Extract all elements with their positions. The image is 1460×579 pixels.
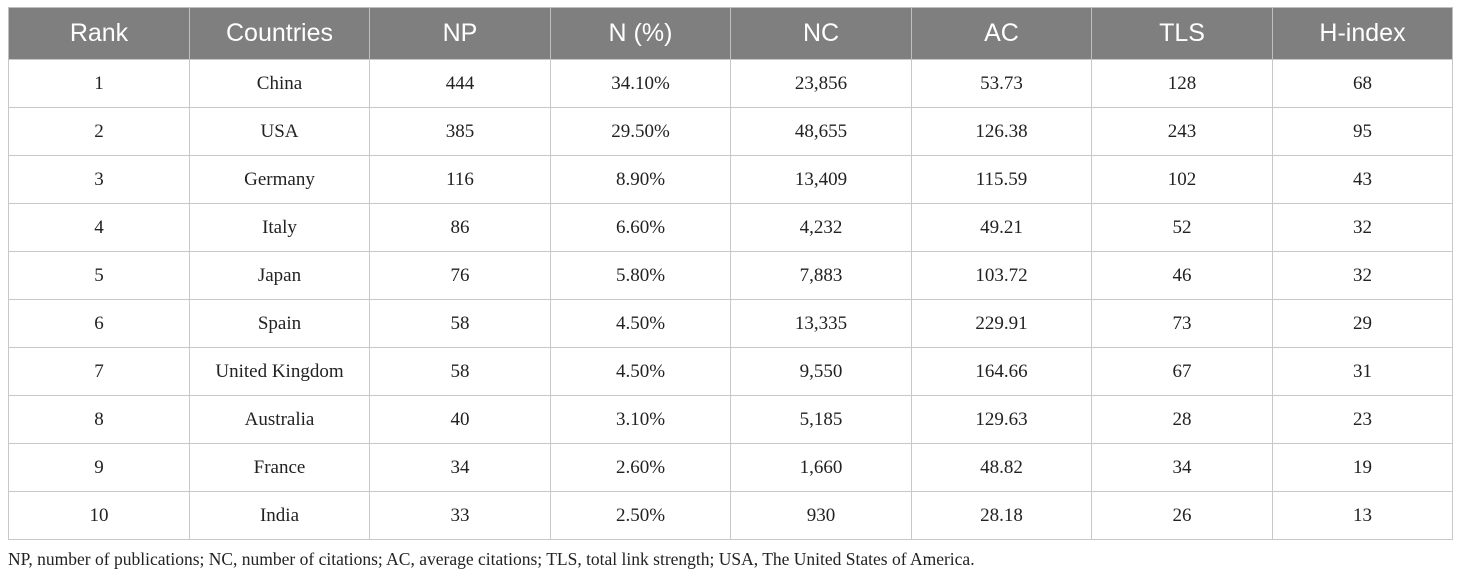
table-body xyxy=(9,60,1453,540)
header-row xyxy=(9,8,1453,60)
cell-country: Germany xyxy=(190,156,370,204)
cell-tls: 28 xyxy=(1092,396,1273,444)
cell-np: 385 xyxy=(370,108,551,156)
cell-ac: 229.91 xyxy=(912,300,1092,348)
cell-h-index: 32 xyxy=(1273,204,1453,252)
cell-country: United Kingdom xyxy=(190,348,370,396)
table-row xyxy=(9,108,1453,156)
table-header xyxy=(9,8,1453,60)
header-nc: NC xyxy=(731,8,912,60)
cell-n-percent: 4.50% xyxy=(551,348,731,396)
cell-rank: 2 xyxy=(9,108,190,156)
cell-ac: 49.21 xyxy=(912,204,1092,252)
cell-nc: 4,232 xyxy=(731,204,912,252)
cell-tls: 52 xyxy=(1092,204,1273,252)
table-row xyxy=(9,60,1453,108)
cell-np: 40 xyxy=(370,396,551,444)
cell-h-index: 31 xyxy=(1273,348,1453,396)
cell-n-percent: 2.50% xyxy=(551,492,731,540)
cell-nc: 13,409 xyxy=(731,156,912,204)
cell-tls: 34 xyxy=(1092,444,1273,492)
cell-ac: 53.73 xyxy=(912,60,1092,108)
cell-np: 76 xyxy=(370,252,551,300)
header-np: NP xyxy=(370,8,551,60)
cell-nc: 23,856 xyxy=(731,60,912,108)
cell-h-index: 19 xyxy=(1273,444,1453,492)
cell-nc: 930 xyxy=(731,492,912,540)
cell-ac: 129.63 xyxy=(912,396,1092,444)
cell-ac: 115.59 xyxy=(912,156,1092,204)
cell-rank: 5 xyxy=(9,252,190,300)
cell-rank: 7 xyxy=(9,348,190,396)
header-h-index: H-index xyxy=(1273,8,1453,60)
table-row xyxy=(9,492,1453,540)
cell-h-index: 68 xyxy=(1273,60,1453,108)
cell-nc: 9,550 xyxy=(731,348,912,396)
cell-h-index: 95 xyxy=(1273,108,1453,156)
header-ac: AC xyxy=(912,8,1092,60)
cell-country: France xyxy=(190,444,370,492)
table-row xyxy=(9,204,1453,252)
cell-tls: 243 xyxy=(1092,108,1273,156)
cell-country: India xyxy=(190,492,370,540)
cell-h-index: 29 xyxy=(1273,300,1453,348)
country-ranking-table xyxy=(8,7,1453,540)
cell-n-percent: 29.50% xyxy=(551,108,731,156)
cell-tls: 102 xyxy=(1092,156,1273,204)
cell-nc: 5,185 xyxy=(731,396,912,444)
table-row xyxy=(9,348,1453,396)
cell-np: 33 xyxy=(370,492,551,540)
cell-np: 58 xyxy=(370,300,551,348)
cell-ac: 48.82 xyxy=(912,444,1092,492)
cell-np: 116 xyxy=(370,156,551,204)
table-row xyxy=(9,252,1453,300)
cell-rank: 4 xyxy=(9,204,190,252)
cell-rank: 10 xyxy=(9,492,190,540)
cell-nc: 13,335 xyxy=(731,300,912,348)
table-row xyxy=(9,300,1453,348)
cell-rank: 9 xyxy=(9,444,190,492)
cell-ac: 126.38 xyxy=(912,108,1092,156)
cell-country: Italy xyxy=(190,204,370,252)
table-row xyxy=(9,444,1453,492)
cell-nc: 48,655 xyxy=(731,108,912,156)
cell-np: 86 xyxy=(370,204,551,252)
country-table-container xyxy=(8,7,1452,540)
cell-n-percent: 3.10% xyxy=(551,396,731,444)
header-countries: Countries xyxy=(190,8,370,60)
cell-rank: 8 xyxy=(9,396,190,444)
cell-n-percent: 6.60% xyxy=(551,204,731,252)
cell-rank: 6 xyxy=(9,300,190,348)
cell-tls: 26 xyxy=(1092,492,1273,540)
cell-h-index: 43 xyxy=(1273,156,1453,204)
cell-country: Spain xyxy=(190,300,370,348)
cell-n-percent: 4.50% xyxy=(551,300,731,348)
cell-ac: 164.66 xyxy=(912,348,1092,396)
cell-n-percent: 8.90% xyxy=(551,156,731,204)
cell-np: 444 xyxy=(370,60,551,108)
cell-country: Australia xyxy=(190,396,370,444)
cell-np: 34 xyxy=(370,444,551,492)
cell-tls: 128 xyxy=(1092,60,1273,108)
table-footnote: NP, number of publications; NC, number of citations; AC, average citations; TLS, total link strength; USA, The United States of America. xyxy=(8,549,975,569)
cell-country: China xyxy=(190,60,370,108)
cell-tls: 73 xyxy=(1092,300,1273,348)
cell-h-index: 32 xyxy=(1273,252,1453,300)
cell-country: Japan xyxy=(190,252,370,300)
cell-ac: 103.72 xyxy=(912,252,1092,300)
cell-rank: 1 xyxy=(9,60,190,108)
cell-np: 58 xyxy=(370,348,551,396)
cell-tls: 67 xyxy=(1092,348,1273,396)
cell-n-percent: 2.60% xyxy=(551,444,731,492)
cell-tls: 46 xyxy=(1092,252,1273,300)
cell-country: USA xyxy=(190,108,370,156)
cell-n-percent: 34.10% xyxy=(551,60,731,108)
header-tls: TLS xyxy=(1092,8,1273,60)
table-row xyxy=(9,396,1453,444)
cell-nc: 1,660 xyxy=(731,444,912,492)
header-rank: Rank xyxy=(9,8,190,60)
header-n-percent: N (%) xyxy=(551,8,731,60)
cell-ac: 28.18 xyxy=(912,492,1092,540)
cell-n-percent: 5.80% xyxy=(551,252,731,300)
cell-rank: 3 xyxy=(9,156,190,204)
cell-h-index: 23 xyxy=(1273,396,1453,444)
cell-h-index: 13 xyxy=(1273,492,1453,540)
table-row xyxy=(9,156,1453,204)
cell-nc: 7,883 xyxy=(731,252,912,300)
